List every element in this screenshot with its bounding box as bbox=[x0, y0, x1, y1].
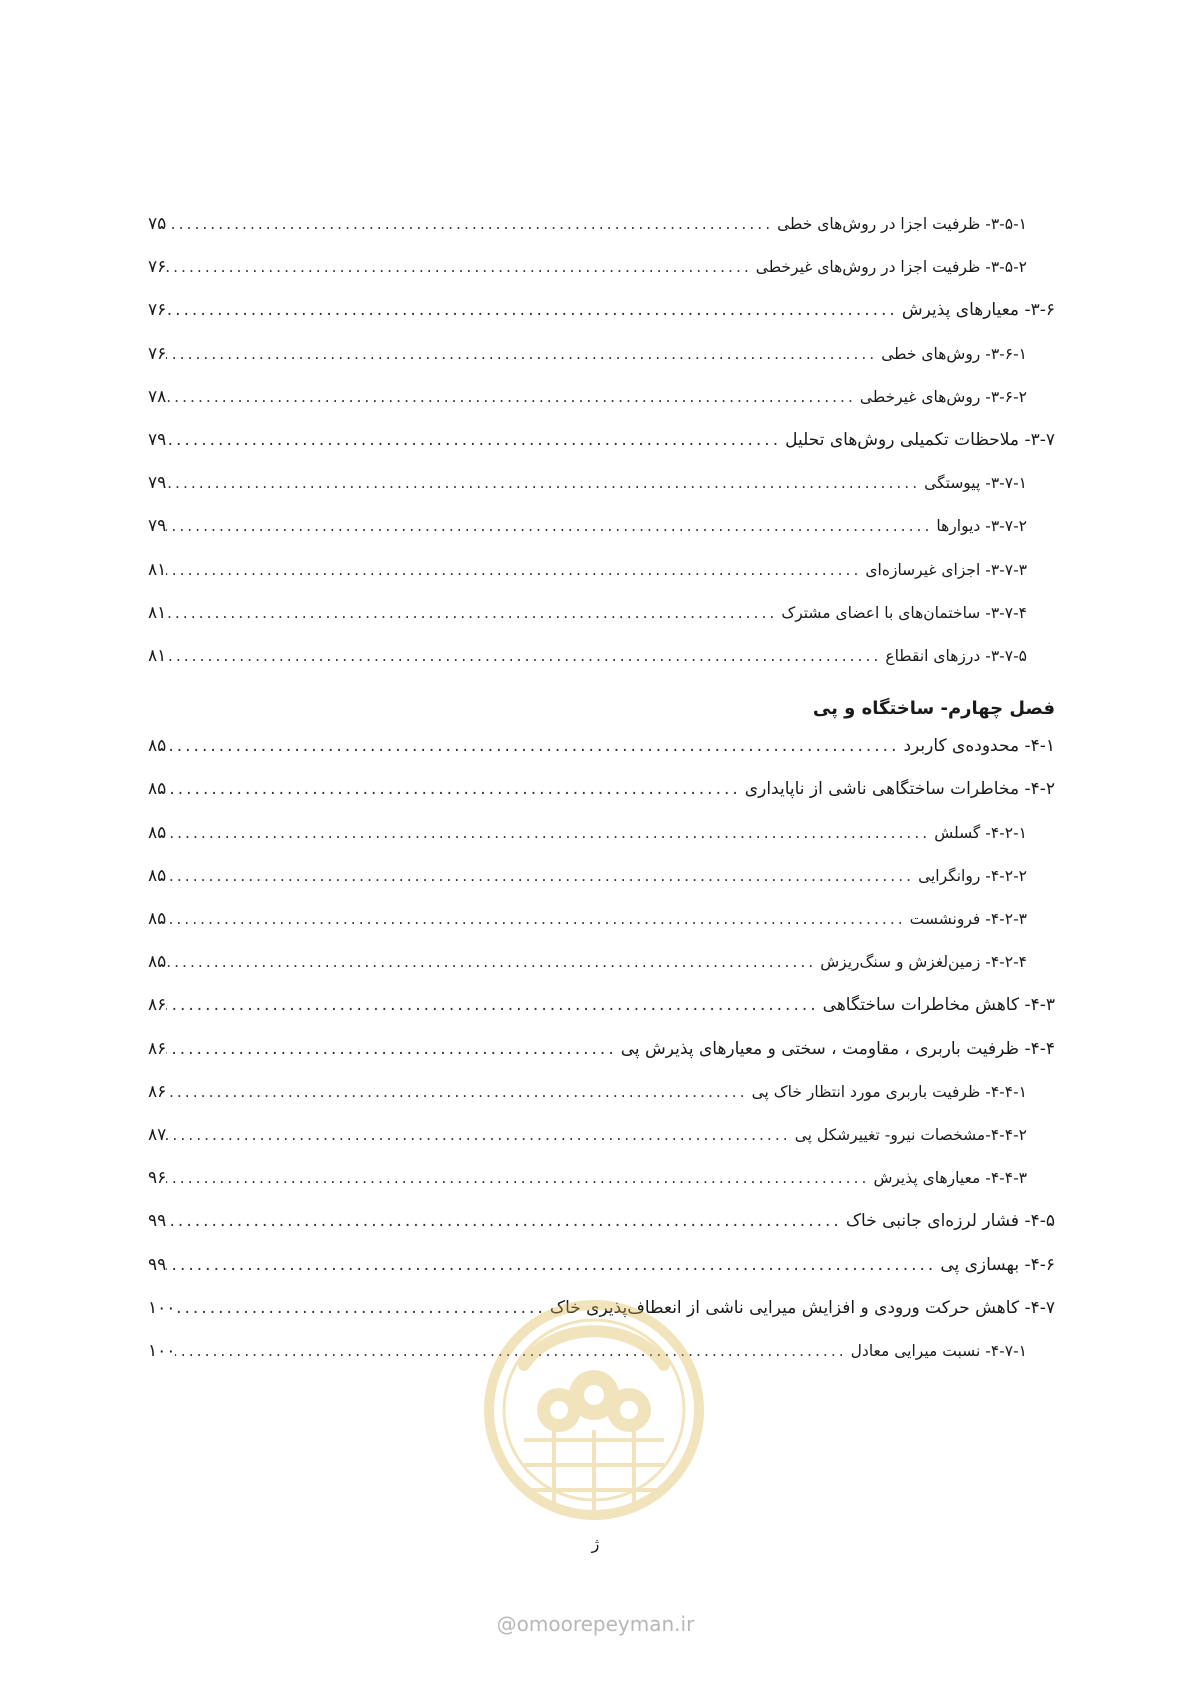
toc-entry-page: ۷۸ bbox=[148, 386, 167, 407]
toc-entry-label: ۴-۲-۴- زمین‌لغزش و سنگ‌ریزش bbox=[820, 953, 1027, 972]
toc-entry-page: ۸۷ bbox=[148, 1125, 167, 1145]
toc-entry[interactable] bbox=[148, 860, 1027, 892]
toc-dot-leader bbox=[166, 1119, 794, 1151]
toc-dot-leader bbox=[166, 381, 860, 413]
toc-dot-leader bbox=[166, 467, 924, 499]
toc-dot-leader bbox=[166, 730, 903, 762]
toc-entry-page: ۹۶ bbox=[148, 1168, 167, 1189]
toc-dot-leader bbox=[166, 773, 745, 805]
toc-entry-page: ۷۶ bbox=[148, 300, 167, 321]
toc-entry[interactable] bbox=[148, 510, 1027, 542]
toc-entry-label: ۴-۷-۱- نسبت میرایی معادل bbox=[850, 1342, 1027, 1360]
toc-entry[interactable] bbox=[148, 1119, 1027, 1151]
toc-entry[interactable] bbox=[148, 424, 1055, 456]
toc-dot-leader bbox=[166, 294, 902, 326]
toc-entry-label: ۳-۷-۱- پیوستگی bbox=[924, 474, 1027, 493]
toc-entry-label: ۳-۷-۴- ساختمان‌های با اعضای مشترک bbox=[781, 603, 1027, 622]
toc-dot-leader bbox=[166, 1249, 940, 1281]
toc-entry[interactable] bbox=[148, 251, 1027, 283]
toc-dot-leader bbox=[166, 1205, 846, 1237]
toc-dot-leader bbox=[166, 554, 865, 586]
toc-entry[interactable] bbox=[148, 1076, 1027, 1108]
toc-entry-page: ۸۵ bbox=[148, 952, 167, 973]
toc-entry-page: ۸۶ bbox=[148, 1081, 167, 1102]
toc-entry-page: ۸۵ bbox=[148, 909, 167, 929]
toc-entry-label: ۴-۲- مخاطرات ساختگاهی ناشی از ناپایداری bbox=[744, 779, 1055, 800]
toc-entry[interactable] bbox=[148, 730, 1055, 762]
toc-entry[interactable] bbox=[148, 1205, 1055, 1237]
toc-entry-label: ۳-۷-۵- درزهای انقطاع bbox=[885, 647, 1027, 665]
toc-entry-page: ۷۶ bbox=[148, 343, 167, 364]
toc-entry-label: ۴-۲-۲- روانگرایی bbox=[918, 866, 1027, 885]
toc-entry-label: ۳-۶-۲- روش‌های غیرخطی bbox=[859, 387, 1027, 406]
toc-dot-leader bbox=[166, 640, 885, 672]
toc-entry-label: ۴-۲-۱- گسلش bbox=[934, 823, 1027, 842]
watermark-logo-icon bbox=[484, 1290, 704, 1530]
toc-entry-label: ۴-۳- کاهش مخاطرات ساختگاهی bbox=[822, 995, 1055, 1016]
toc-entry-page: ۸۵ bbox=[148, 736, 167, 757]
toc-entry[interactable] bbox=[148, 294, 1055, 326]
toc-dot-leader bbox=[166, 1162, 873, 1194]
watermark-url: @omoorepeyman.ir bbox=[496, 1612, 695, 1636]
toc-dot-leader bbox=[166, 946, 820, 978]
toc-entry-page: ۸۱ bbox=[148, 559, 167, 580]
toc-entry-label: ۳-۶-۱- روش‌های خطی bbox=[881, 344, 1027, 363]
toc-dot-leader bbox=[166, 597, 781, 629]
toc-entry[interactable] bbox=[148, 338, 1027, 370]
toc-entry-page: ۱۰۰ bbox=[148, 1297, 176, 1318]
toc-entry[interactable] bbox=[148, 1033, 1055, 1065]
toc-entry[interactable] bbox=[148, 989, 1055, 1021]
toc-entry-page: ۸۵ bbox=[148, 822, 167, 843]
toc-entry[interactable] bbox=[148, 817, 1027, 849]
toc-entry-page: ۷۵ bbox=[148, 214, 167, 234]
toc-dot-leader bbox=[166, 817, 934, 849]
toc-dot-leader bbox=[166, 251, 756, 283]
toc-entry-label: ۴-۴-۱- ظرفیت باربری مورد انتظار خاک پی bbox=[751, 1082, 1027, 1101]
toc-entry-page: ۸۵ bbox=[148, 779, 167, 800]
toc-entry[interactable] bbox=[148, 597, 1027, 629]
toc-entry-page: ۸۶ bbox=[148, 1038, 167, 1059]
toc-entry[interactable] bbox=[148, 1162, 1027, 1194]
toc-dot-leader bbox=[166, 208, 777, 240]
toc-dot-leader bbox=[166, 903, 909, 935]
toc-entry-label: ۴-۴-۲-مشخصات نیرو- تغییرشکل پی bbox=[794, 1126, 1027, 1144]
toc-entry[interactable] bbox=[148, 946, 1027, 978]
toc-entry[interactable] bbox=[148, 1249, 1055, 1281]
toc-entry[interactable] bbox=[148, 773, 1055, 805]
toc-entry-page: ۸۶ bbox=[148, 995, 167, 1016]
toc-entry-page: ۸۱ bbox=[148, 646, 167, 666]
toc-entry-page: ۱۰۰ bbox=[148, 1341, 176, 1361]
toc-entry-label: ۳-۷-۳- اجزای غیرسازه‌ای bbox=[865, 560, 1027, 579]
page-number: ژ bbox=[591, 1534, 600, 1553]
toc-entry-label: ۴-۲-۳- فرونشست bbox=[909, 910, 1027, 928]
toc-dot-leader bbox=[166, 424, 785, 456]
toc-entry-label: ۴-۵- فشار لرزه‌ای جانبی خاک bbox=[845, 1211, 1055, 1232]
toc-entry-page: ۹۹ bbox=[148, 1211, 167, 1232]
toc-entry-page: ۹۹ bbox=[148, 1254, 167, 1275]
chapter-heading: فصل چهارم- ساختگاه و پی bbox=[812, 698, 1055, 720]
toc-dot-leader bbox=[166, 510, 936, 542]
toc-entry[interactable] bbox=[148, 467, 1027, 499]
toc-entry-label: ۳-۵-۱- ظرفیت اجزا در روش‌های خطی bbox=[777, 215, 1027, 233]
toc-entry-page: ۷۹ bbox=[148, 430, 167, 450]
toc-dot-leader bbox=[166, 1033, 620, 1065]
toc-entry[interactable] bbox=[148, 903, 1027, 935]
toc-entry-label: ۴-۴-۳- معیارهای پذیرش bbox=[873, 1169, 1027, 1188]
toc-dot-leader bbox=[166, 1076, 751, 1108]
toc-dot-leader bbox=[166, 860, 918, 892]
toc-entry-page: ۷۹ bbox=[148, 516, 167, 537]
toc-entry-label: ۳-۵-۲- ظرفیت اجزا در روش‌های غیرخطی bbox=[755, 258, 1027, 277]
toc-entry-label: ۳-۷-۲- دیوارها bbox=[936, 517, 1027, 536]
toc-entry-label: ۳-۷- ملاحظات تکمیلی روش‌های تحلیل bbox=[785, 430, 1055, 450]
toc-dot-leader bbox=[166, 338, 881, 370]
toc-entry-page: ۸۵ bbox=[148, 865, 167, 886]
toc-entry[interactable] bbox=[148, 640, 1027, 672]
toc-entry[interactable] bbox=[148, 208, 1027, 240]
toc-entry[interactable] bbox=[148, 381, 1027, 413]
toc-entry-label: ۴-۴- ظرفیت باربری ، مقاومت ، سختی و معیارهای پذیرش پی bbox=[620, 1038, 1055, 1059]
toc-entry-page: ۷۹ bbox=[148, 473, 167, 494]
toc-entry-label: ۴-۱- محدوده‌ی کاربرد bbox=[903, 736, 1055, 757]
toc-entry-page: ۸۱ bbox=[148, 602, 167, 623]
toc-dot-leader bbox=[166, 989, 822, 1021]
toc-entry-label: ۴-۷- کاهش حرکت ورودی و افزایش میرایی ناشی از انعطاف‌پذیری خاک bbox=[549, 1297, 1055, 1318]
toc-entry-page: ۷۶ bbox=[148, 257, 167, 278]
toc-entry-label: ۴-۶- بهسازی پی bbox=[940, 1254, 1055, 1275]
toc-entry-label: ۳-۶- معیارهای پذیرش bbox=[901, 300, 1055, 321]
toc-entry[interactable] bbox=[148, 554, 1027, 586]
